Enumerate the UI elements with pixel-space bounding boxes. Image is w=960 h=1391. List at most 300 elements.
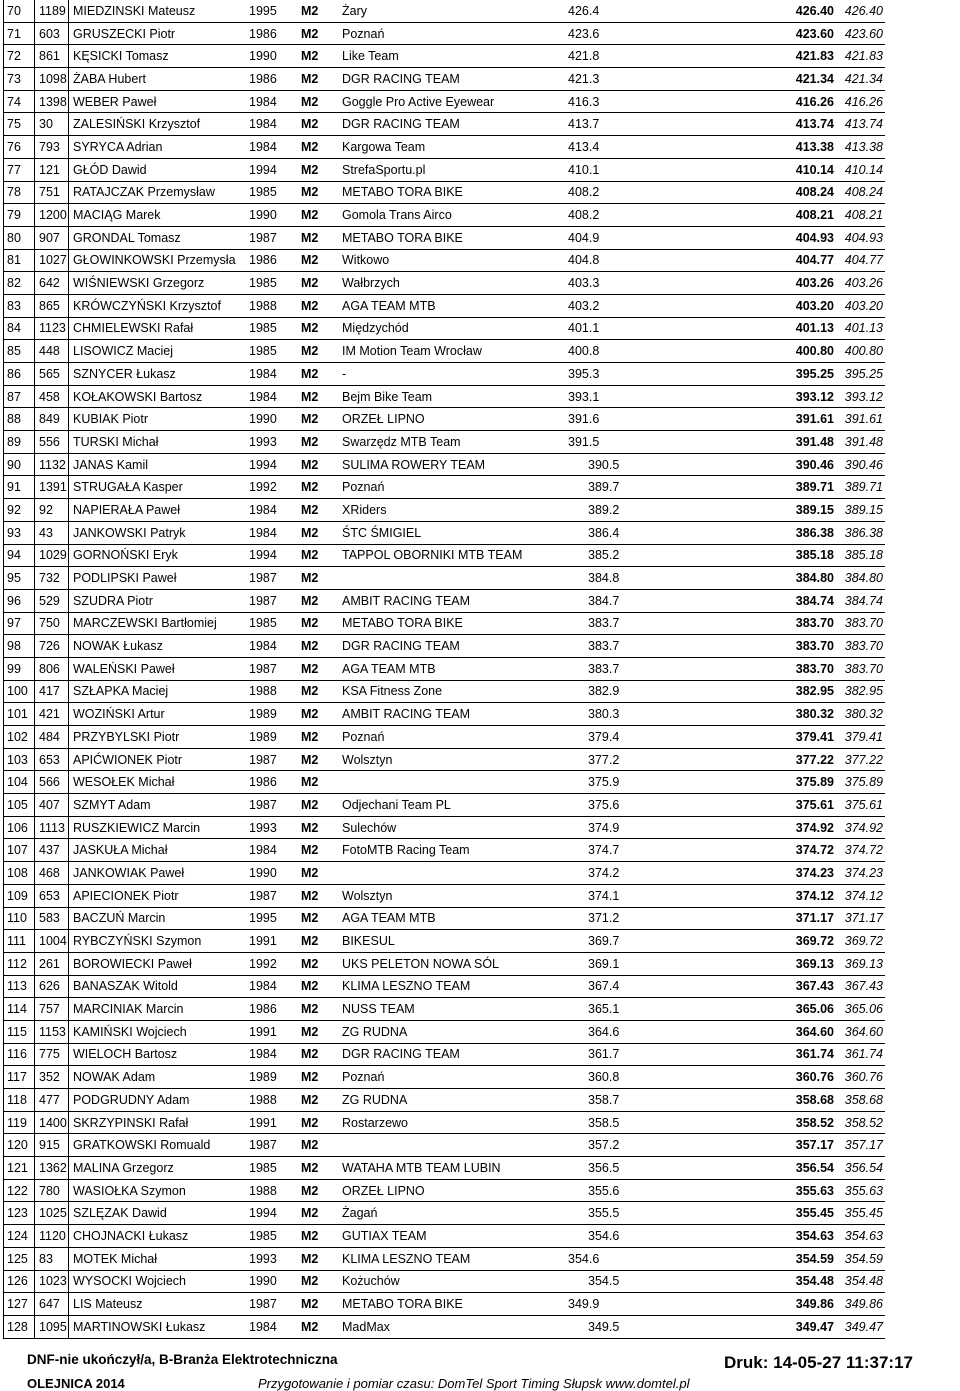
team-cell: Poznań: [338, 22, 564, 45]
category-cell: M2: [297, 90, 338, 113]
raw-points-cell: 421.8: [564, 45, 673, 68]
raw-points-cell: 360.8: [564, 1066, 673, 1089]
birth-year-cell: 1988: [245, 1089, 297, 1112]
points-italic-cell: 383.70: [838, 657, 885, 680]
category-cell: M2: [297, 476, 338, 499]
table-row: [4, 1157, 886, 1180]
rider-name-cell: SKRZYPINSKI Rafał: [69, 1111, 246, 1134]
bib-number-cell: 407: [35, 794, 69, 817]
raw-points-cell: 355.5: [564, 1202, 673, 1225]
position-cell: 108: [4, 862, 35, 885]
table-row: [4, 816, 886, 839]
raw-points-cell: 374.2: [564, 862, 673, 885]
bib-number-cell: 92: [35, 499, 69, 522]
raw-points-cell: 349.9: [564, 1293, 673, 1316]
category-cell: M2: [297, 748, 338, 771]
team-cell: AGA TEAM MTB: [338, 294, 564, 317]
spacer-cell: [673, 204, 787, 227]
spacer-cell: [673, 1315, 787, 1338]
points-bold-cell: 374.72: [787, 839, 838, 862]
birth-year-cell: 1985: [245, 272, 297, 295]
category-cell: M2: [297, 635, 338, 658]
position-cell: 121: [4, 1157, 35, 1180]
raw-points-cell: 413.7: [564, 113, 673, 136]
birth-year-cell: 1984: [245, 635, 297, 658]
category-cell: M2: [297, 794, 338, 817]
bib-number-cell: 30: [35, 113, 69, 136]
raw-points-cell: 384.7: [564, 589, 673, 612]
category-cell: M2: [297, 22, 338, 45]
bib-number-cell: 437: [35, 839, 69, 862]
rider-name-cell: PRZYBYLSKI Piotr: [69, 726, 246, 749]
table-row: [4, 363, 886, 386]
category-cell: M2: [297, 181, 338, 204]
birth-year-cell: 1990: [245, 45, 297, 68]
raw-points-cell: 383.7: [564, 635, 673, 658]
raw-points-cell: 393.1: [564, 385, 673, 408]
bib-number-cell: 806: [35, 657, 69, 680]
points-bold-cell: 400.80: [787, 340, 838, 363]
position-cell: 79: [4, 204, 35, 227]
table-row: [4, 862, 886, 885]
points-italic-cell: 365.06: [838, 998, 885, 1021]
spacer-cell: [673, 1111, 787, 1134]
spacer-cell: [673, 22, 787, 45]
spacer-cell: [673, 657, 787, 680]
bib-number-cell: 1391: [35, 476, 69, 499]
table-row: [4, 476, 886, 499]
table-row: [4, 635, 886, 658]
position-cell: 112: [4, 952, 35, 975]
category-cell: M2: [297, 816, 338, 839]
birth-year-cell: 1993: [245, 431, 297, 454]
bib-number-cell: 793: [35, 136, 69, 159]
bib-number-cell: 477: [35, 1089, 69, 1112]
points-bold-cell: 349.86: [787, 1293, 838, 1316]
birth-year-cell: 1993: [245, 816, 297, 839]
category-cell: M2: [297, 1179, 338, 1202]
raw-points-cell: 416.3: [564, 90, 673, 113]
bib-number-cell: 83: [35, 1247, 69, 1270]
category-cell: M2: [297, 703, 338, 726]
rider-name-cell: KOŁAKOWSKI Bartosz: [69, 385, 246, 408]
rider-name-cell: SYRYCA Adrian: [69, 136, 246, 159]
points-italic-cell: 390.46: [838, 453, 885, 476]
category-cell: M2: [297, 930, 338, 953]
points-bold-cell: 357.17: [787, 1134, 838, 1157]
bib-number-cell: 421: [35, 703, 69, 726]
points-bold-cell: 374.12: [787, 884, 838, 907]
rider-name-cell: BOROWIECKI Paweł: [69, 952, 246, 975]
rider-name-cell: MARCZEWSKI Bartłomiej: [69, 612, 246, 635]
team-cell: AGA TEAM MTB: [338, 657, 564, 680]
points-bold-cell: 410.14: [787, 158, 838, 181]
spacer-cell: [673, 612, 787, 635]
bib-number-cell: 775: [35, 1043, 69, 1066]
points-italic-cell: 355.63: [838, 1179, 885, 1202]
birth-year-cell: 1987: [245, 567, 297, 590]
rider-name-cell: BANASZAK Witold: [69, 975, 246, 998]
category-cell: M2: [297, 226, 338, 249]
table-row: [4, 181, 886, 204]
table-row: [4, 226, 886, 249]
points-bold-cell: 383.70: [787, 612, 838, 635]
rider-name-cell: GRONDAL Tomasz: [69, 226, 246, 249]
table-row: [4, 703, 886, 726]
position-cell: 78: [4, 181, 35, 204]
rider-name-cell: KUBIAK Piotr: [69, 408, 246, 431]
birth-year-cell: 1992: [245, 952, 297, 975]
results-body: [4, 0, 886, 1338]
points-italic-cell: 374.92: [838, 816, 885, 839]
raw-points-cell: 354.6: [564, 1247, 673, 1270]
table-row: [4, 431, 886, 454]
rider-name-cell: WIELOCH Bartosz: [69, 1043, 246, 1066]
rider-name-cell: WALEŃSKI Paweł: [69, 657, 246, 680]
position-cell: 100: [4, 680, 35, 703]
raw-points-cell: 403.3: [564, 272, 673, 295]
bib-number-cell: 603: [35, 22, 69, 45]
points-italic-cell: 393.12: [838, 385, 885, 408]
points-italic-cell: 358.52: [838, 1111, 885, 1134]
birth-year-cell: 1987: [245, 884, 297, 907]
raw-points-cell: 404.9: [564, 226, 673, 249]
team-cell: Żagań: [338, 1202, 564, 1225]
table-row: [4, 249, 886, 272]
birth-year-cell: 1990: [245, 408, 297, 431]
points-bold-cell: 389.15: [787, 499, 838, 522]
category-cell: M2: [297, 1225, 338, 1248]
spacer-cell: [673, 998, 787, 1021]
category-cell: M2: [297, 907, 338, 930]
category-cell: M2: [297, 612, 338, 635]
team-cell: Swarzędz MTB Team: [338, 431, 564, 454]
points-bold-cell: 401.13: [787, 317, 838, 340]
points-bold-cell: 374.23: [787, 862, 838, 885]
points-italic-cell: 379.41: [838, 726, 885, 749]
points-italic-cell: 426.40: [838, 0, 885, 22]
table-row: [4, 1247, 886, 1270]
position-cell: 115: [4, 1020, 35, 1043]
points-bold-cell: 384.80: [787, 567, 838, 590]
points-bold-cell: 404.77: [787, 249, 838, 272]
table-row: [4, 726, 886, 749]
points-bold-cell: 360.76: [787, 1066, 838, 1089]
birth-year-cell: 1995: [245, 0, 297, 22]
bib-number-cell: 642: [35, 272, 69, 295]
raw-points-cell: 375.9: [564, 771, 673, 794]
bib-number-cell: 750: [35, 612, 69, 635]
position-cell: 72: [4, 45, 35, 68]
birth-year-cell: 1984: [245, 363, 297, 386]
spacer-cell: [673, 181, 787, 204]
rider-name-cell: GORNOŃSKI Eryk: [69, 544, 246, 567]
rider-name-cell: CHMIELEWSKI Rafał: [69, 317, 246, 340]
team-cell: SULIMA ROWERY TEAM: [338, 453, 564, 476]
birth-year-cell: 1994: [245, 544, 297, 567]
points-italic-cell: 408.24: [838, 181, 885, 204]
rider-name-cell: JASKUŁA Michał: [69, 839, 246, 862]
position-cell: 74: [4, 90, 35, 113]
raw-points-cell: 365.1: [564, 998, 673, 1021]
table-row: [4, 136, 886, 159]
position-cell: 114: [4, 998, 35, 1021]
team-cell: METABO TORA BIKE: [338, 612, 564, 635]
raw-points-cell: 423.6: [564, 22, 673, 45]
rider-name-cell: WIŚNIEWSKI Grzegorz: [69, 272, 246, 295]
raw-points-cell: 374.1: [564, 884, 673, 907]
birth-year-cell: 1987: [245, 794, 297, 817]
rider-name-cell: MALINA Grzegorz: [69, 1157, 246, 1180]
position-cell: 89: [4, 431, 35, 454]
table-row: [4, 1043, 886, 1066]
position-cell: 82: [4, 272, 35, 295]
bib-number-cell: 915: [35, 1134, 69, 1157]
raw-points-cell: 357.2: [564, 1134, 673, 1157]
table-row: [4, 0, 886, 22]
team-cell: Gomola Trans Airco: [338, 204, 564, 227]
raw-points-cell: 391.6: [564, 408, 673, 431]
category-cell: M2: [297, 975, 338, 998]
birth-year-cell: 1986: [245, 68, 297, 91]
spacer-cell: [673, 1020, 787, 1043]
points-italic-cell: 371.17: [838, 907, 885, 930]
bib-number-cell: 907: [35, 226, 69, 249]
team-cell: IM Motion Team Wrocław: [338, 340, 564, 363]
points-italic-cell: 391.48: [838, 431, 885, 454]
team-cell: ORZEŁ LIPNO: [338, 1179, 564, 1202]
category-cell: M2: [297, 998, 338, 1021]
raw-points-cell: 403.2: [564, 294, 673, 317]
points-bold-cell: 384.74: [787, 589, 838, 612]
birth-year-cell: 1984: [245, 521, 297, 544]
birth-year-cell: 1994: [245, 453, 297, 476]
birth-year-cell: 1990: [245, 862, 297, 885]
birth-year-cell: 1995: [245, 907, 297, 930]
bib-number-cell: 780: [35, 1179, 69, 1202]
raw-points-cell: 401.1: [564, 317, 673, 340]
team-cell: Wałbrzych: [338, 272, 564, 295]
raw-points-cell: 382.9: [564, 680, 673, 703]
points-italic-cell: 358.68: [838, 1089, 885, 1112]
position-cell: 70: [4, 0, 35, 22]
raw-points-cell: 374.7: [564, 839, 673, 862]
birth-year-cell: 1987: [245, 748, 297, 771]
raw-points-cell: 404.8: [564, 249, 673, 272]
team-cell: KLIMA LESZNO TEAM: [338, 975, 564, 998]
points-italic-cell: 367.43: [838, 975, 885, 998]
table-row: [4, 998, 886, 1021]
position-cell: 83: [4, 294, 35, 317]
table-row: [4, 794, 886, 817]
raw-points-cell: 391.5: [564, 431, 673, 454]
category-cell: M2: [297, 1020, 338, 1043]
birth-year-cell: 1985: [245, 1157, 297, 1180]
spacer-cell: [673, 363, 787, 386]
category-cell: M2: [297, 68, 338, 91]
bib-number-cell: 565: [35, 363, 69, 386]
spacer-cell: [673, 226, 787, 249]
bib-number-cell: 849: [35, 408, 69, 431]
rider-name-cell: GŁOWINKOWSKI Przemysła: [69, 249, 246, 272]
points-italic-cell: 408.21: [838, 204, 885, 227]
points-bold-cell: 391.61: [787, 408, 838, 431]
team-cell: DGR RACING TEAM: [338, 113, 564, 136]
table-row: [4, 294, 886, 317]
bib-number-cell: 121: [35, 158, 69, 181]
raw-points-cell: 369.1: [564, 952, 673, 975]
bib-number-cell: 458: [35, 385, 69, 408]
table-row: [4, 771, 886, 794]
points-bold-cell: 421.83: [787, 45, 838, 68]
raw-points-cell: 361.7: [564, 1043, 673, 1066]
points-bold-cell: 380.32: [787, 703, 838, 726]
raw-points-cell: 389.7: [564, 476, 673, 499]
points-italic-cell: 377.22: [838, 748, 885, 771]
points-italic-cell: 401.13: [838, 317, 885, 340]
points-italic-cell: 375.61: [838, 794, 885, 817]
spacer-cell: [673, 930, 787, 953]
table-row: [4, 453, 886, 476]
birth-year-cell: 1986: [245, 249, 297, 272]
points-italic-cell: 357.17: [838, 1134, 885, 1157]
spacer-cell: [673, 794, 787, 817]
bib-number-cell: 417: [35, 680, 69, 703]
points-italic-cell: 354.59: [838, 1247, 885, 1270]
birth-year-cell: 1986: [245, 22, 297, 45]
table-row: [4, 1089, 886, 1112]
table-row: [4, 45, 886, 68]
bib-number-cell: 751: [35, 181, 69, 204]
points-bold-cell: 364.60: [787, 1020, 838, 1043]
spacer-cell: [673, 90, 787, 113]
team-cell: Żary: [338, 0, 564, 22]
table-row: [4, 748, 886, 771]
rider-name-cell: SZMYT Adam: [69, 794, 246, 817]
bib-number-cell: 352: [35, 1066, 69, 1089]
bib-number-cell: 1200: [35, 204, 69, 227]
table-row: [4, 340, 886, 363]
table-row: [4, 22, 886, 45]
rider-name-cell: PODGRUDNY Adam: [69, 1089, 246, 1112]
bib-number-cell: 261: [35, 952, 69, 975]
position-cell: 85: [4, 340, 35, 363]
points-bold-cell: 408.24: [787, 181, 838, 204]
birth-year-cell: 1989: [245, 703, 297, 726]
team-cell: GUTIAX TEAM: [338, 1225, 564, 1248]
position-cell: 96: [4, 589, 35, 612]
birth-year-cell: 1985: [245, 612, 297, 635]
table-row: [4, 1020, 886, 1043]
position-cell: 73: [4, 68, 35, 91]
raw-points-cell: 389.2: [564, 499, 673, 522]
spacer-cell: [673, 589, 787, 612]
birth-year-cell: 1984: [245, 499, 297, 522]
spacer-cell: [673, 635, 787, 658]
position-cell: 84: [4, 317, 35, 340]
spacer-cell: [673, 1270, 787, 1293]
birth-year-cell: 1984: [245, 1315, 297, 1338]
category-cell: M2: [297, 1157, 338, 1180]
bib-number-cell: 1004: [35, 930, 69, 953]
table-row: [4, 68, 886, 91]
team-cell: DGR RACING TEAM: [338, 68, 564, 91]
position-cell: 117: [4, 1066, 35, 1089]
category-cell: M2: [297, 158, 338, 181]
category-cell: M2: [297, 1202, 338, 1225]
points-bold-cell: 367.43: [787, 975, 838, 998]
team-cell: -: [338, 363, 564, 386]
table-row: [4, 408, 886, 431]
rider-name-cell: MOTEK Michał: [69, 1247, 246, 1270]
points-italic-cell: 382.95: [838, 680, 885, 703]
spacer-cell: [673, 453, 787, 476]
rider-name-cell: SZLĘZAK Dawid: [69, 1202, 246, 1225]
spacer-cell: [673, 771, 787, 794]
points-italic-cell: 349.86: [838, 1293, 885, 1316]
raw-points-cell: 374.9: [564, 816, 673, 839]
table-row: [4, 317, 886, 340]
rider-name-cell: WOZIŃSKI Artur: [69, 703, 246, 726]
raw-points-cell: 354.5: [564, 1270, 673, 1293]
category-cell: M2: [297, 1270, 338, 1293]
table-row: [4, 930, 886, 953]
points-italic-cell: 374.12: [838, 884, 885, 907]
spacer-cell: [673, 521, 787, 544]
bib-number-cell: 1025: [35, 1202, 69, 1225]
bib-number-cell: 757: [35, 998, 69, 1021]
category-cell: M2: [297, 1111, 338, 1134]
raw-points-cell: 390.5: [564, 453, 673, 476]
rider-name-cell: KAMIŃSKI Wojciech: [69, 1020, 246, 1043]
category-cell: M2: [297, 385, 338, 408]
spacer-cell: [673, 952, 787, 975]
points-italic-cell: 404.77: [838, 249, 885, 272]
points-italic-cell: 410.14: [838, 158, 885, 181]
team-cell: Poznań: [338, 1066, 564, 1089]
birth-year-cell: 1985: [245, 317, 297, 340]
rider-name-cell: NAPIERAŁA Paweł: [69, 499, 246, 522]
position-cell: 109: [4, 884, 35, 907]
points-bold-cell: 393.12: [787, 385, 838, 408]
spacer-cell: [673, 907, 787, 930]
points-italic-cell: 380.32: [838, 703, 885, 726]
spacer-cell: [673, 476, 787, 499]
spacer-cell: [673, 272, 787, 295]
points-bold-cell: 389.71: [787, 476, 838, 499]
birth-year-cell: 1984: [245, 839, 297, 862]
position-cell: 99: [4, 657, 35, 680]
category-cell: M2: [297, 431, 338, 454]
position-cell: 93: [4, 521, 35, 544]
spacer-cell: [673, 499, 787, 522]
raw-points-cell: 383.7: [564, 657, 673, 680]
bib-number-cell: 583: [35, 907, 69, 930]
table-row: [4, 1134, 886, 1157]
position-cell: 128: [4, 1315, 35, 1338]
team-cell: UKS PELETON NOWA SÓL: [338, 952, 564, 975]
points-italic-cell: 349.47: [838, 1315, 885, 1338]
position-cell: 123: [4, 1202, 35, 1225]
position-cell: 116: [4, 1043, 35, 1066]
rider-name-cell: APIĆWIONEK Piotr: [69, 748, 246, 771]
team-cell: DGR RACING TEAM: [338, 635, 564, 658]
team-cell: Wolsztyn: [338, 884, 564, 907]
team-cell: [338, 567, 564, 590]
bib-number-cell: 484: [35, 726, 69, 749]
team-cell: Bejm Bike Team: [338, 385, 564, 408]
table-row: [4, 1270, 886, 1293]
